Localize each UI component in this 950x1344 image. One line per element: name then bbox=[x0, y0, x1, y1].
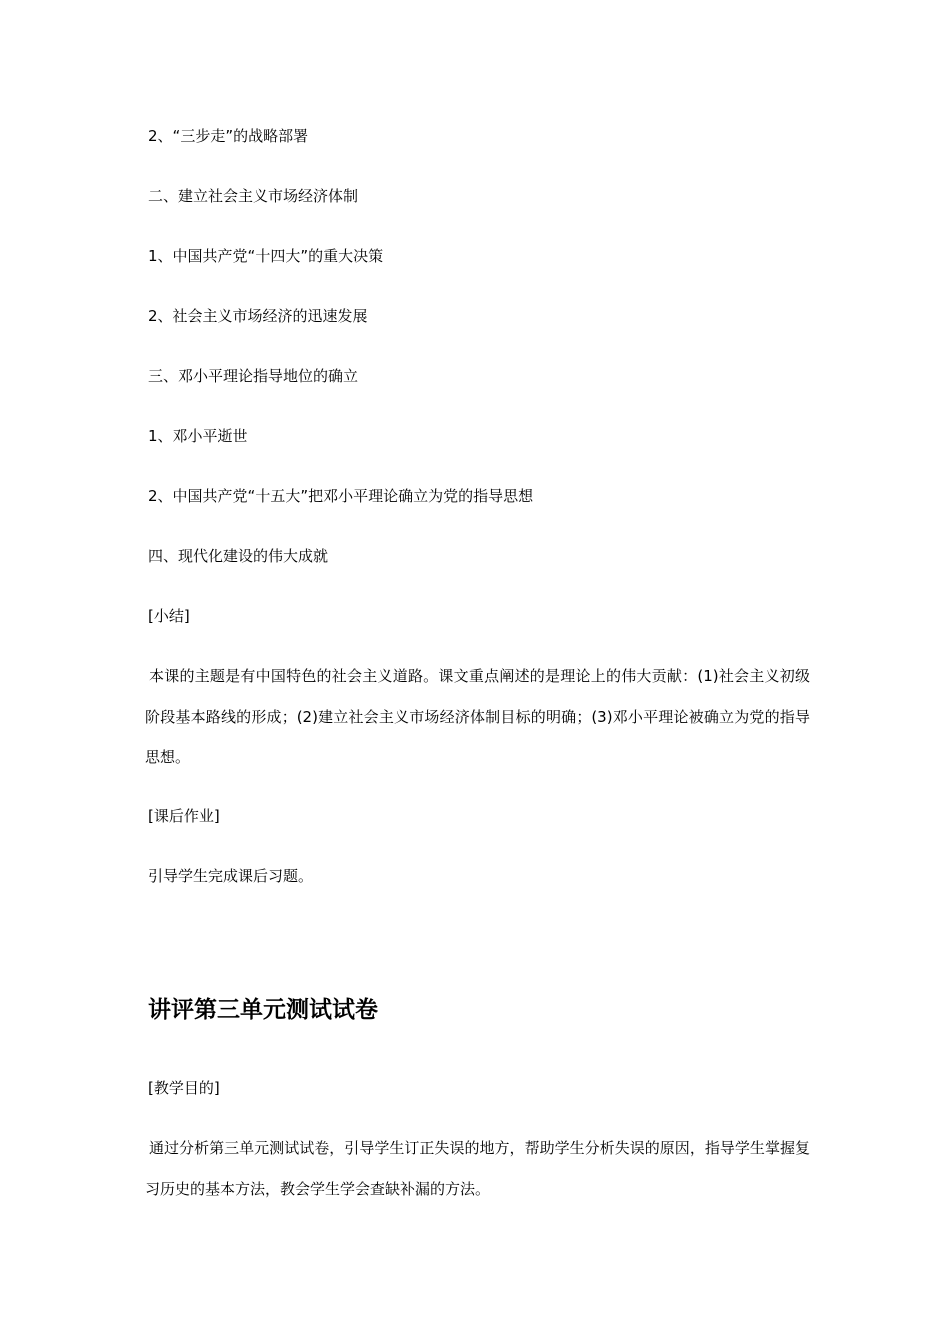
homework-label: [课后作业] bbox=[148, 807, 220, 825]
outline-heading-deng-theory: 三、邓小平理论指导地位的确立 bbox=[148, 367, 359, 385]
objective-label: [教学目的] bbox=[148, 1079, 220, 1097]
outline-heading-market-economy: 二、建立社会主义市场经济体制 bbox=[148, 187, 359, 205]
summary-paragraph: 本课的主题是有中国特色的社会主义道路。课文重点阐述的是理论上的伟大贡献：(1)社会主义初级阶段基本路线的形成；(2)建立社会主义市场经济体制目标的明确；(3)邓小平理论被确立为党的指导思想。 bbox=[145, 667, 810, 766]
summary-label: [小结] bbox=[148, 607, 190, 625]
outline-item-fourteenth-congress: 1、中国共产党“十四大”的重大决策 bbox=[148, 247, 384, 265]
outline-item-deng-death: 1、邓小平逝世 bbox=[148, 427, 248, 445]
outline-heading-achievements: 四、现代化建设的伟大成就 bbox=[148, 547, 329, 565]
outline-item-three-step-strategy: 2、“三步走”的战略部署 bbox=[148, 127, 309, 145]
homework-text: 引导学生完成课后习题。 bbox=[148, 867, 314, 885]
objective-paragraph: 通过分析第三单元测试试卷，引导学生订正失误的地方，帮助学生分析失误的原因，指导学生掌握复习历史的基本方法，教会学生学会查缺补漏的方法。 bbox=[145, 1139, 810, 1198]
outline-item-market-development: 2、社会主义市场经济的迅速发展 bbox=[148, 307, 368, 325]
outline-item-fifteenth-congress: 2、中国共产党“十五大”把邓小平理论确立为党的指导思想 bbox=[148, 487, 534, 505]
section-title: 讲评第三单元测试试卷 bbox=[148, 997, 378, 1023]
